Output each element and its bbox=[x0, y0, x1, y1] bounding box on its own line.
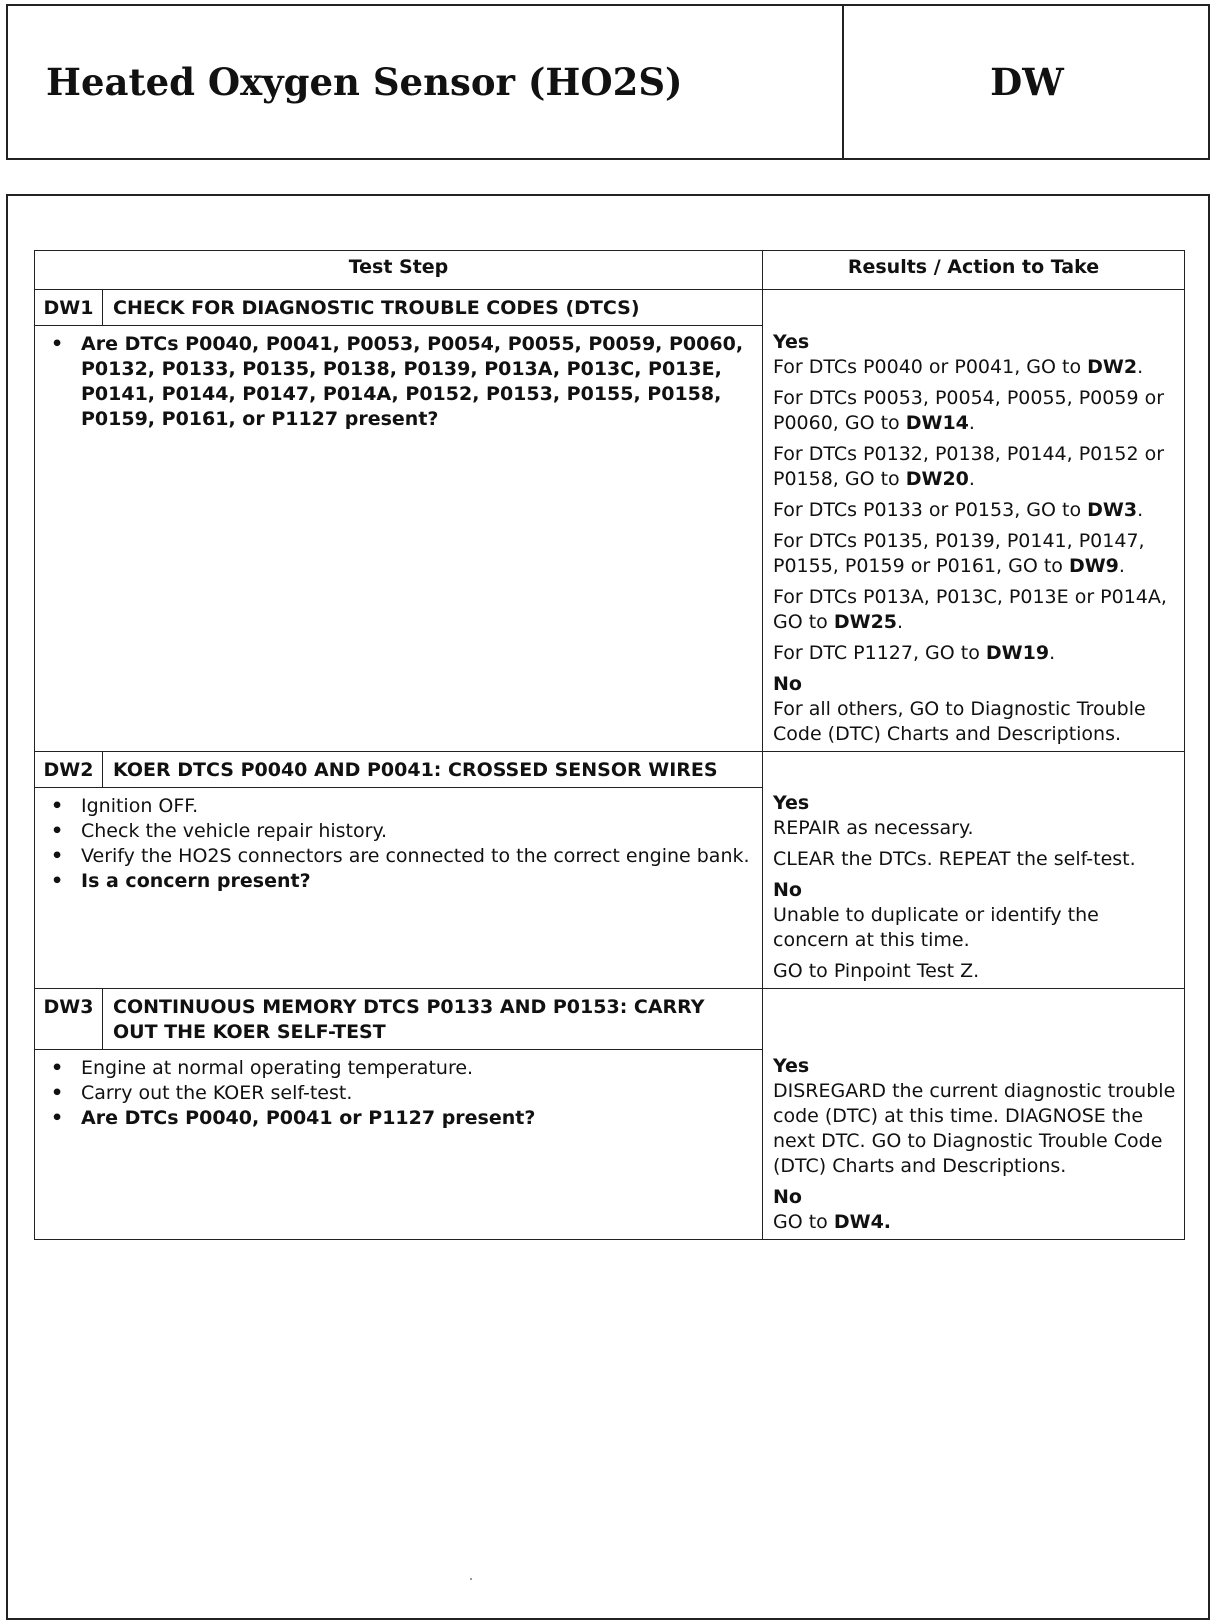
step-bullet: • Check the vehicle repair history. bbox=[45, 819, 752, 844]
step-id: DW3 bbox=[35, 989, 103, 1050]
step-title-row bbox=[35, 989, 1185, 1050]
result-text: For DTCs P0133 or P0153, GO to bbox=[773, 498, 1082, 521]
result-line: For DTCs P0132, P0138, P0144, P0152 or P0158, GO to DW20. bbox=[773, 442, 1165, 490]
step-ref: DW25 bbox=[833, 610, 898, 633]
step-title: CHECK FOR DIAGNOSTIC TROUBLE CODES (DTCS) bbox=[103, 290, 763, 326]
step-title: KOER DTCS P0040 AND P0041: CROSSED SENSOR WIRES bbox=[103, 751, 763, 787]
result-line bbox=[773, 1210, 1178, 1235]
step-id: DW2 bbox=[35, 751, 103, 787]
result-line: For DTC P1127, GO to DW19. bbox=[773, 641, 1056, 664]
result-text: For DTCs P0040 or P0041, GO to bbox=[773, 355, 1082, 378]
step-bullet: • Engine at normal operating temperature. bbox=[45, 1056, 752, 1081]
result-line: For DTCs P0135, P0139, P0141, P0147, P0155, P0159 or P0161, GO to DW9. bbox=[773, 529, 1145, 577]
result-line: For DTCs P0133 or P0153, GO to DW3. bbox=[773, 498, 1144, 521]
step-body bbox=[35, 1050, 763, 1240]
step-body-row bbox=[35, 787, 1185, 989]
step-body-row bbox=[35, 1050, 1185, 1240]
step-result bbox=[763, 1050, 1185, 1240]
step-bullet: • Are DTCs P0040, P0041 or P1127 present? bbox=[45, 1106, 752, 1131]
step-body bbox=[35, 787, 763, 989]
result-text: GO to bbox=[773, 1210, 828, 1233]
result-line: For DTCs P013A, P013C, P013E or P014A, GO to DW25. bbox=[773, 585, 1167, 633]
result-line: Unable to duplicate or identify the concern at this time. bbox=[773, 904, 1099, 951]
step-title: CONTINUOUS MEMORY DTCS P0133 AND P0153: CARRY OUT THE KOER SELF-TEST bbox=[103, 989, 763, 1050]
result-line: CLEAR the DTCs. REPEAT the self-test. bbox=[773, 848, 1136, 870]
step-bullets bbox=[45, 332, 752, 432]
step-result bbox=[763, 787, 1185, 989]
result-spacer bbox=[763, 290, 1185, 326]
step-body bbox=[35, 326, 763, 752]
result-line: GO to Pinpoint Test Z. bbox=[773, 960, 980, 982]
step-title-row bbox=[35, 290, 1185, 326]
no-label: No bbox=[773, 1185, 802, 1208]
test-step-table bbox=[34, 250, 1185, 1240]
result-spacer bbox=[763, 989, 1185, 1050]
step-ref: DW9 bbox=[1068, 554, 1119, 577]
yes-label: Yes bbox=[773, 330, 810, 353]
table-header-row bbox=[35, 251, 1185, 290]
step-bullet: • Ignition OFF. bbox=[45, 794, 752, 819]
step-bullet: • Is a concern present? bbox=[45, 869, 752, 894]
step-ref: DW3 bbox=[1087, 498, 1138, 521]
step-ref: DW14 bbox=[905, 411, 969, 434]
col-header-test-step: Test Step bbox=[35, 251, 763, 290]
result-text: For DTCs P0135, P0139, P0141, P0147, P0155, P0159 or P0161, GO to bbox=[773, 529, 1145, 577]
step-ref: DW20 bbox=[905, 467, 969, 490]
result-line: For DTCs P0053, P0054, P0055, P0059 or P0060, GO to DW14. bbox=[773, 386, 1165, 434]
step-bullet: • Carry out the KOER self-test. bbox=[45, 1081, 752, 1106]
step-ref: DW4. bbox=[833, 1210, 892, 1233]
no-label: No bbox=[773, 672, 802, 695]
result-line: For all others, GO to Diagnostic Trouble Code (DTC) Charts and Descriptions. bbox=[773, 697, 1146, 745]
result-spacer bbox=[763, 751, 1185, 787]
step-id: DW1 bbox=[35, 290, 103, 326]
step-ref: DW19 bbox=[985, 641, 1050, 664]
step-bullet: • Verify the HO2S connectors are connected to the correct engine bank. bbox=[45, 844, 752, 869]
result-line: For DTCs P0040 or P0041, GO to DW2. bbox=[773, 355, 1144, 378]
col-header-results: Results / Action to Take bbox=[763, 251, 1185, 290]
scan-speck bbox=[470, 1578, 472, 1580]
result-text: For DTC P1127, GO to bbox=[773, 641, 980, 664]
step-bullets bbox=[45, 1056, 752, 1131]
result-text: For DTCs P013A, P013C, P013E or P014A, GO to bbox=[773, 585, 1167, 633]
step-result bbox=[763, 326, 1185, 752]
step-bullet: • Are DTCs P0040, P0041, P0053, P0054, P0055, P0059, P0060, P0132, P0133, P0135, P0138, P0139, P013A, P013C, P013E, P0141, P0144, P0147, P014A, P0152, P0153, P0155, P0158, P0159, P0161, or P1127 present? bbox=[45, 332, 752, 432]
step-title-row bbox=[35, 751, 1185, 787]
step-bullets bbox=[45, 794, 752, 894]
section-code: DW bbox=[990, 60, 1064, 104]
page-title: Heated Oxygen Sensor (HO2S) bbox=[46, 60, 683, 104]
result-text: For DTCs P0132, P0138, P0144, P0152 or P0158, GO to bbox=[773, 442, 1165, 490]
step-body-row bbox=[35, 326, 1185, 752]
no-label: No bbox=[773, 879, 802, 901]
step-ref: DW2 bbox=[1087, 355, 1138, 378]
yes-label: Yes bbox=[773, 792, 810, 814]
yes-label: Yes bbox=[773, 1054, 810, 1077]
result-line: REPAIR as necessary. bbox=[773, 817, 974, 839]
result-text: For DTCs P0053, P0054, P0055, P0059 or P0060, GO to bbox=[773, 386, 1165, 434]
result-line: DISREGARD the current diagnostic trouble code (DTC) at this time. DIAGNOSE the next DTC. GO to Diagnostic Trouble Code (DTC) Charts and Descriptions. bbox=[773, 1079, 1176, 1177]
